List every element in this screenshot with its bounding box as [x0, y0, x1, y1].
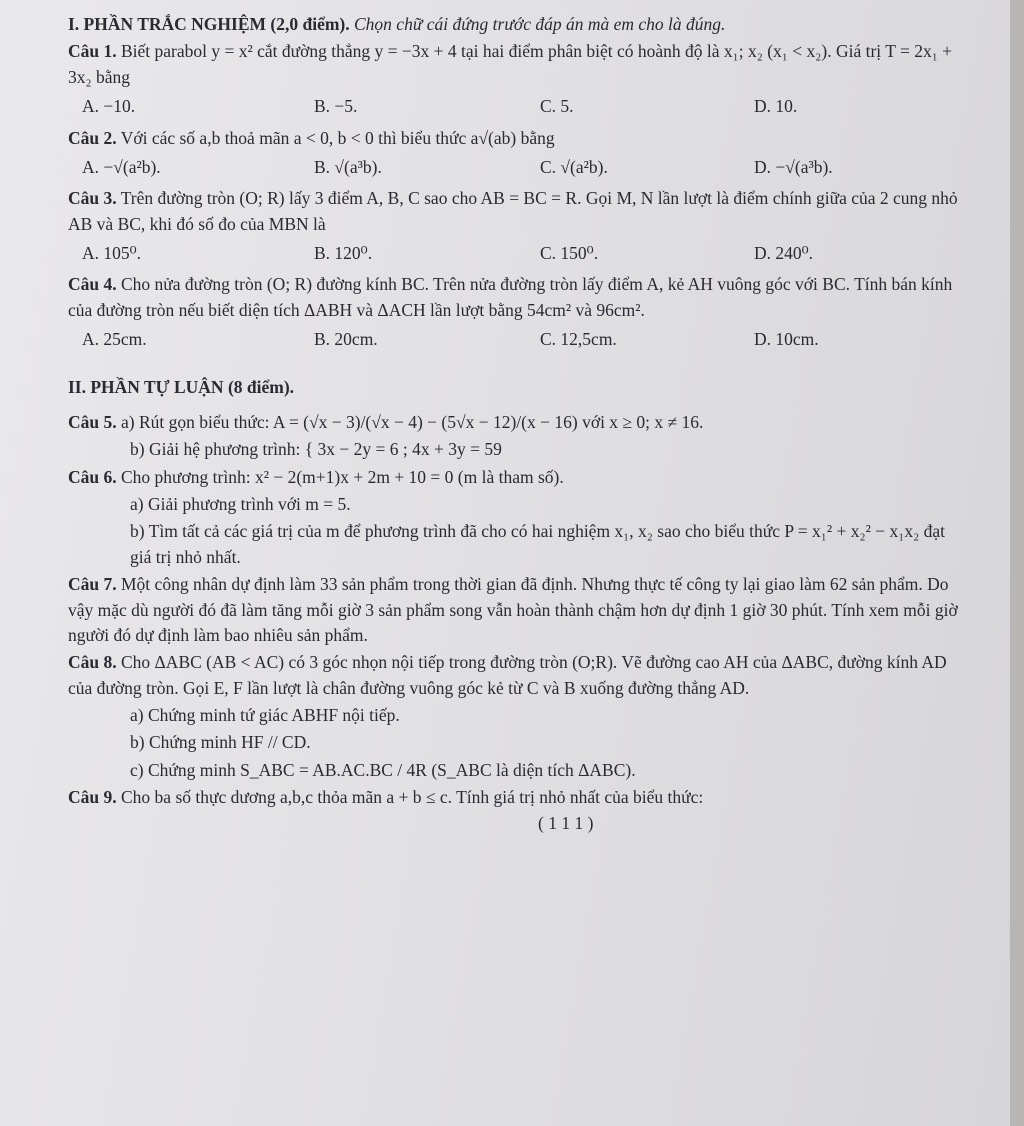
q5-part-b: b) Giải hệ phương trình: { 3x − 2y = 6 ; 4x + 3y = 59 — [130, 439, 502, 460]
part1-heading — [68, 12, 968, 37]
part1-instruction: Chọn chữ cái đứng trước đáp án mà em cho là đúng. — [354, 14, 726, 34]
page-edge-shadow — [1010, 0, 1024, 1126]
q4-option-b: B. 20cm. — [314, 329, 378, 350]
question-2 — [68, 126, 968, 151]
q8-part-c: c) Chứng minh S_ABC = AB.AC.BC / 4R (S_ABC là diện tích ΔABC). — [130, 759, 636, 780]
q6-part-b: b) Tìm tất cả các giá trị của m để phương trình đã cho có hai nghiệm x₁, x₂ sao cho biểu thức P = x₁² + x₂² − x₁x₂ đạt giá trị nhỏ nhất. — [130, 521, 945, 567]
q7-label: Câu 7. — [68, 574, 117, 595]
q2-option-d: D. −√(a³b). — [754, 156, 833, 177]
q3-option-b: B. 120⁰. — [314, 243, 373, 263]
q2-option-c: C. √(a²b). — [540, 156, 608, 177]
q8-part-a: a) Chứng minh tứ giác ABHF nội tiếp. — [130, 705, 400, 725]
q8-text: Cho ΔABC (AB < AC) có 3 góc nhọn nội tiếp trong đường tròn (O;R). Vẽ đường cao AH của ΔABC, đường kính AD của đường tròn. Gọi E, F lần lượt là chân đường vuông góc kẻ từ C và B xuống đường thẳng AD. — [68, 652, 947, 698]
q5-label: Câu 5. — [68, 411, 117, 432]
q3-label: Câu 3. — [68, 188, 117, 209]
q8-part-b: b) Chứng minh HF // CD. — [130, 732, 311, 753]
q1-option-a: A. −10. — [82, 96, 136, 117]
q4-option-c: C. 12,5cm. — [540, 329, 617, 350]
q5-part-a: a) Rút gọn biểu thức: A = (√x − 3)/(√x − 4) − (5√x − 12)/(x − 16) với x ≥ 0; x ≠ 16. — [121, 411, 704, 432]
part2-heading: II. PHẦN TỰ LUẬN (8 điểm). — [68, 376, 295, 397]
q3-options — [82, 241, 968, 266]
q1-text: Biết parabol y = x² cắt đường thẳng y = −3x + 4 tại hai điểm phân biệt có hoành độ là x₁; x₂ (x₁ < x₂). Giá trị T = 2x₁ + 3x₂ bằng — [68, 41, 953, 87]
question-3 — [68, 186, 968, 237]
question-8 — [68, 650, 968, 701]
q3-option-a: A. 105⁰. — [82, 243, 142, 263]
q2-option-a: A. −√(a²b). — [82, 156, 161, 177]
q2-options — [82, 155, 968, 180]
q4-option-d: D. 10cm. — [754, 329, 819, 350]
q1-options — [82, 94, 968, 119]
question-9 — [68, 785, 968, 810]
q9-label: Câu 9. — [68, 787, 117, 808]
q4-label: Câu 4. — [68, 274, 117, 295]
q1-option-b: B. −5. — [314, 96, 358, 117]
q3-option-c: C. 150⁰. — [540, 243, 599, 263]
part1-title: I. PHẦN TRẮC NGHIỆM (2,0 điểm). — [68, 14, 350, 34]
q6-part-a: a) Giải phương trình với m = 5. — [130, 494, 351, 514]
q1-option-d: D. 10. — [754, 96, 798, 117]
q4-text: Cho nửa đường tròn (O; R) đường kính BC. Trên nửa đường tròn lấy điểm A, kẻ AH vuông góc với BC. Tính bán kính của đường tròn nếu biết diện tích ΔABH và ΔACH lần lượt bằng 54cm² và 96cm². — [68, 274, 953, 320]
q6-label: Câu 6. — [68, 466, 117, 487]
q1-label: Câu 1. — [68, 41, 117, 62]
question-5 — [68, 410, 968, 435]
question-4 — [68, 272, 968, 323]
q2-option-b: B. √(a³b). — [314, 156, 382, 177]
question-1 — [68, 39, 968, 90]
q4-options — [82, 327, 968, 352]
q9-text: Cho ba số thực dương a,b,c thỏa mãn a + b ≤ c. Tính giá trị nhỏ nhất của biểu thức: — [121, 787, 704, 808]
q3-text: Trên đường tròn (O; R) lấy 3 điểm A, B, C sao cho AB = BC = R. Gọi M, N lần lượt là điểm chính giữa của 2 cung nhỏ AB và BC, khi đó số đo của MBN là — [68, 188, 958, 234]
q2-label: Câu 2. — [68, 127, 117, 148]
q9-expression-fragment — [68, 811, 968, 833]
q6-text: Cho phương trình: x² − 2(m+1)x + 2m + 10 = 0 (m là tham số). — [121, 466, 564, 487]
question-7 — [68, 572, 968, 648]
q8-label: Câu 8. — [68, 652, 117, 673]
section-gap — [68, 359, 968, 375]
q1-option-c: C. 5. — [540, 96, 574, 117]
q4-option-a: A. 25cm. — [82, 329, 147, 350]
q3-option-d: D. 240⁰. — [754, 243, 814, 263]
question-6 — [68, 465, 968, 490]
exam-content — [68, 12, 968, 833]
q9-tail: ( 1 1 1 ) — [538, 812, 594, 833]
q7-text: Một công nhân dự định làm 33 sản phẩm trong thời gian đã định. Nhưng thực tế công ty lại giao làm 62 sản phẩm. Do vậy mặc dù người đó đã làm tăng mỗi giờ 3 sản phẩm song vẫn hoàn thành chậm hơn dự định 1 giờ 30 phút. Tính xem mỗi giờ người đó dự định làm bao nhiêu sản phẩm. — [68, 574, 958, 645]
q2-text: Với các số a,b thoả mãn a < 0, b < 0 thì biểu thức a√(ab) bằng — [120, 127, 555, 148]
